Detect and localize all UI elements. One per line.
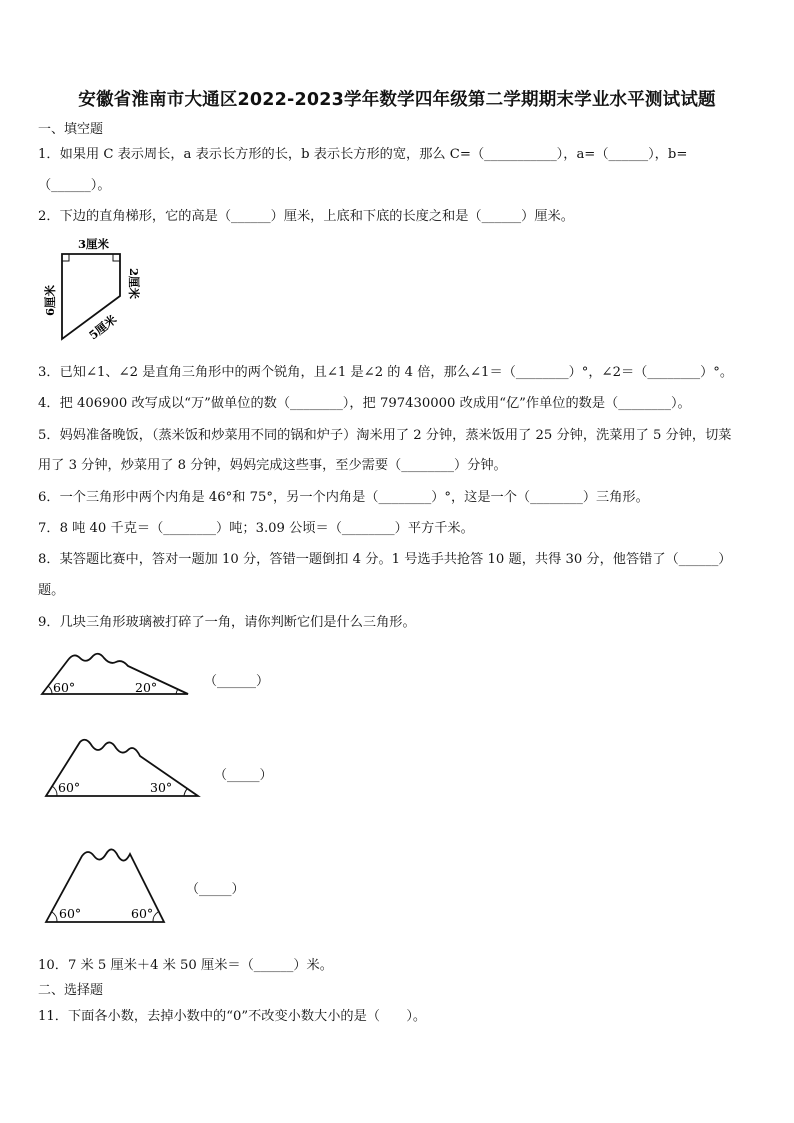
trapezoid-right-label: 2厘米 (127, 268, 141, 300)
question-6: 6．一个三角形中两个内角是 46°和 75°，另一个内角是（________）°，这是一个（________）三角形。 (38, 490, 649, 505)
triangle-2-answer-blank: （_____） (214, 768, 273, 783)
trapezoid-slant-label: 5厘米 (86, 312, 120, 343)
triangle-2-angle-a: 60° (58, 780, 81, 795)
section-multiple-choice: 二、选择题 (38, 983, 104, 998)
triangle-1-answer-blank: （______） (204, 674, 270, 689)
question-4: 4．把 406900 改写成以“万”做单位的数（________），把 797430000 改成用“亿”作单位的数是（________）。 (38, 396, 691, 411)
question-5-line-1: 5．妈妈准备晚饭，（蒸米饭和炒菜用不同的锅和炉子）淘米用了 2 分钟，蒸米饭用了 25 分钟，洗菜用了 5 分钟，切菜 (38, 428, 732, 443)
triangle-3-angle-arc-right (153, 912, 158, 922)
question-8-line-1: 8．某答题比赛中，答对一题加 10 分，答错一题倒扣 4 分。1 号选手共抢答 10 题，共得 30 分，他答错了（______） (38, 552, 732, 567)
right-angle-mark-left (62, 254, 69, 261)
question-7: 7．8 吨 40 千克＝（________）吨；3.09 公顷＝（________）平方千米。 (38, 521, 474, 536)
triangle-2-angle-arc-left (52, 786, 57, 796)
broken-triangle-1 (38, 648, 198, 700)
trapezoid-top-label: 3厘米 (78, 237, 110, 251)
triangle-1-angle-b: 20° (135, 680, 158, 695)
question-11: 11．下面各小数，去掉小数中的“0”不改变小数大小的是（ ）。 (38, 1009, 427, 1024)
question-3: 3．已知∠1、∠2 是直角三角形中的两个锐角，且∠1 是∠2 的 4 倍，那么∠1＝（________）°，∠2＝（________）°。 (38, 365, 734, 380)
triangle-3-angle-a: 60° (59, 906, 82, 921)
question-5-line-2: 用了 3 分钟，炒菜用了 8 分钟，妈妈完成这些事，至少需要（________）分钟。 (38, 458, 507, 473)
triangle-2-angle-arc-right (184, 789, 187, 796)
broken-triangle-2 (40, 734, 205, 800)
triangle-3-angle-b: 60° (131, 906, 154, 921)
broken-triangle-3 (40, 838, 170, 928)
trapezoid-left-label: 6厘米 (43, 284, 57, 316)
question-1-line-2: （______）。 (38, 178, 111, 193)
triangle-3-answer-blank: （_____） (186, 882, 245, 897)
question-8-line-2: 题。 (38, 583, 65, 598)
question-10: 10．7 米 5 厘米＋4 米 50 厘米＝（______）米。 (38, 958, 333, 973)
question-1-line-1: 1．如果用 C 表示周长，a 表示长方形的长，b 表示长方形的宽，那么 C=（___________），a=（______），b= (38, 147, 688, 162)
triangle-1-angle-arc-left (48, 686, 52, 694)
trapezoid-figure (30, 236, 160, 356)
right-angle-mark-right (113, 254, 120, 261)
section-fill-in: 一、填空题 (38, 122, 104, 137)
triangle-3-angle-arc-left (52, 912, 57, 922)
question-2: 2．下边的直角梯形，它的高是（______）厘米，上底和下底的长度之和是（______）厘米。 (38, 209, 574, 224)
question-9: 9．几块三角形玻璃被打碎了一角，请你判断它们是什么三角形。 (38, 615, 416, 630)
page-title: 安徽省淮南市大通区2022-2023学年数学四年级第二学期期末学业水平测试试题 (78, 90, 716, 110)
triangle-1-angle-a: 60° (53, 680, 76, 695)
triangle-2-angle-b: 30° (150, 780, 173, 795)
